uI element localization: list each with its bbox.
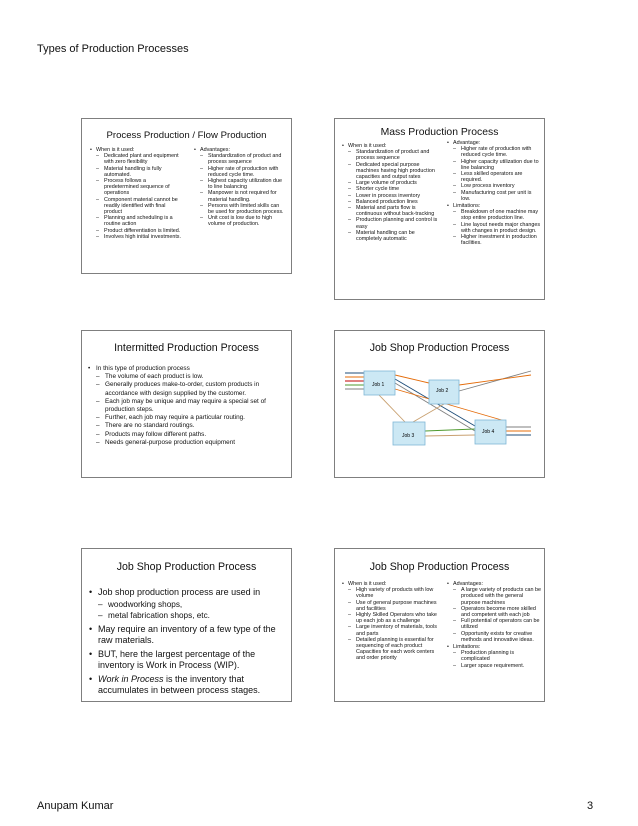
bullet-list: [89, 585, 287, 697]
bullet-text: BUT, here the largest percentage of the inventory is Work in Process (WIP).: [98, 648, 256, 670]
sub-bullet-item: – The volume of each product is low.: [88, 373, 288, 381]
sub-bullet-item: – Higher rate of production with reduced cycle time.: [447, 146, 541, 158]
sub-bullet-item: – High variety of products with low volume: [342, 587, 438, 599]
bullet-item: • Advantage:: [447, 140, 541, 146]
sub-bullet-item: [89, 599, 287, 611]
job2-job3-line: [413, 404, 444, 422]
slide-job-shop-wip: [81, 548, 292, 702]
sub-bullet-item: – Standardization of product and process sequence: [342, 149, 438, 161]
job3-job4-line: [425, 429, 475, 431]
sub-bullet-item: – Breakdown of one machine may stop entire production line.: [447, 209, 541, 221]
sub-bullet-item: – Production planning is complicated: [447, 650, 541, 662]
job2-out-line-b: [459, 375, 531, 385]
slide-job-shop-diagram: [334, 330, 545, 478]
sub-bullet-item: – Highly Skilled Operators who take up each job as a challenge: [342, 612, 438, 624]
slide-process-production: [81, 118, 292, 274]
sub-bullet-item: – Higher capacity utilization due to line balancing: [447, 159, 541, 171]
sub-bullet-item: – Unit cost is low due to high volume of production.: [194, 215, 286, 227]
sub-bullet-item: – Higher rate of production with reduced cycle time.: [194, 166, 286, 178]
job3-job4-line-b: [425, 435, 475, 436]
sub-bullet-item: – Manpower is not required for material handling.: [194, 190, 286, 202]
sub-bullet-item: – Dedicated plant and equipment with zero flexibility: [90, 153, 182, 165]
bullet-item: • Advantages:: [194, 147, 286, 153]
slide-mass-production: [334, 118, 545, 300]
bullet-column-left: [342, 580, 438, 662]
bullet-item: • When is it used:: [342, 143, 438, 149]
bullet-column-left: [342, 142, 438, 242]
sub-bullet-item: – Each job may be unique and may require a special set of production steps.: [88, 398, 288, 414]
sub-bullet-item: – Component material cannot be readily identified with final product: [90, 197, 182, 216]
sub-bullet-item: – Production planning and control is easy: [342, 217, 438, 229]
sub-bullet-item: – Detailed planning is essential for sequencing of each product Capacities for each work centers and order priority: [342, 637, 438, 662]
sub-bullet-item: – Dedicated special purpose machines having high production capacities and output rates: [342, 162, 438, 181]
sub-bullet-item: – Lower in process inventory: [342, 193, 438, 199]
job1-label: Job 1: [372, 382, 385, 388]
bullet-text: Job shop production process are used in: [98, 587, 261, 597]
sub-bullet-item: – Low process inventory: [447, 183, 541, 189]
bullet-item: [89, 587, 287, 599]
bullet-column-right: [447, 139, 541, 246]
bullet-text: May require an inventory of a few type of the raw materials.: [98, 623, 276, 645]
bullet-item: • When is it used:: [90, 147, 182, 153]
sub-bullet-item: – Standardization of product and process sequence: [194, 153, 286, 165]
slide-intermitted-production: [81, 330, 292, 478]
slide-title: Mass Production Process: [380, 127, 499, 138]
slide-title: Intermitted Production Process: [114, 342, 259, 354]
slide-title: Job Shop Production Process: [369, 342, 510, 354]
bullet-text: Work in Process: [98, 673, 164, 684]
sub-bullet-item: – Use of general purpose machines and facilities: [342, 600, 438, 612]
bullet-text: is the inventory that accumulates in between process stages.: [98, 673, 261, 695]
bullet-text: metal fabrication shops, etc.: [108, 611, 210, 620]
sub-bullet-item: – Involves high initial investments.: [90, 234, 182, 240]
bullet-item: [89, 624, 287, 647]
sub-bullet-item: – Material handling is fully automated.: [90, 166, 182, 178]
sub-bullet-item: – Process follows a predetermined sequence of operations: [90, 178, 182, 197]
slide-title: Job Shop Production Process: [369, 561, 510, 573]
bullet-item: • Limitations:: [447, 644, 541, 650]
bullet-column-left: [90, 146, 182, 240]
sub-bullet-item: – Further, each job may require a particular routing.: [88, 414, 288, 422]
sub-bullet-item: – Material and parts flow is continuous without back-tracking: [342, 205, 438, 217]
bullet-item: • Limitations:: [447, 203, 541, 209]
footer-author: Anupam Kumar: [37, 800, 114, 812]
job1-job3-line: [379, 395, 405, 422]
bullet-text: woodworking shops,: [108, 599, 183, 609]
sub-bullet-item: – Shorter cycle time: [342, 186, 438, 192]
sub-bullet-item: – Manufacturing cost per unit is low.: [447, 190, 541, 202]
slide-title: Process Production / Flow Production: [106, 130, 267, 141]
bullet-column-right: [447, 580, 541, 669]
sub-bullet-item: – Full potential of operators can be utilized: [447, 618, 541, 630]
sub-bullet-item: – Generally produces make-to-order, custom products in accordance with design supplied by the customer.: [88, 381, 288, 397]
sub-bullet-item: – Higher investment in production facilities.: [447, 234, 541, 246]
sub-bullet-item: – There are no standard routings.: [88, 422, 288, 430]
sub-bullet-item: – Planning and scheduling is a routine action: [90, 215, 182, 227]
job3-label: Job 3: [402, 433, 415, 439]
sub-bullet-item: – Line layout needs major changes with changes in product design.: [447, 222, 541, 234]
sub-bullet-item: – Products may follow different paths.: [88, 431, 288, 439]
job4-label: Job 4: [482, 429, 495, 435]
sub-bullet-item: – Needs general-purpose production equipment: [88, 439, 288, 447]
slide-title: Job Shop Production Process: [116, 561, 257, 573]
bullet-item: [89, 674, 287, 697]
job2-out-line: [459, 371, 531, 391]
sub-bullet-item: – Balanced production lines: [342, 199, 438, 205]
sub-bullet-item: – Large volume of products: [342, 180, 438, 186]
sub-bullet-item: – Opportunity exists for creative methods and innovative ideas.: [447, 631, 541, 643]
sub-bullet-item: – Operators become more skilled and competent with each job: [447, 606, 541, 618]
footer-page-number: 3: [587, 800, 594, 812]
sub-bullet-item: – Product differentiation is limited.: [90, 228, 182, 234]
sub-bullet-item: – Larger space requirement.: [447, 663, 541, 669]
sub-bullet-item: – Less skilled operators are required.: [447, 171, 541, 183]
sub-bullet-item: – Material handling can be completely automatic: [342, 230, 438, 242]
bullet-list: [88, 365, 288, 447]
sub-bullet-item: [89, 610, 287, 622]
job-shop-flow-diagram: [335, 331, 545, 478]
bullet-item: • Advantages:: [447, 581, 541, 587]
sub-bullet-item: – A large variety of products can be produced with the general purpose machines: [447, 587, 541, 606]
sub-bullet-item: – Persons with limited skills can be used for production process.: [194, 203, 286, 215]
bullet-item: [89, 649, 287, 672]
bullet-item: • When is it used:: [342, 581, 438, 587]
sub-bullet-item: – Large inventory of materials, tools and parts: [342, 624, 438, 636]
job2-label: Job 2: [436, 388, 449, 394]
page-header-title: Types of Production Processes: [37, 43, 189, 55]
sub-bullet-item: – Highest capacity utilization due to line balancing: [194, 178, 286, 190]
slide-job-shop-details: [334, 548, 545, 702]
bullet-column-right: [194, 146, 286, 228]
bullet-item: • In this type of production process: [88, 365, 288, 373]
